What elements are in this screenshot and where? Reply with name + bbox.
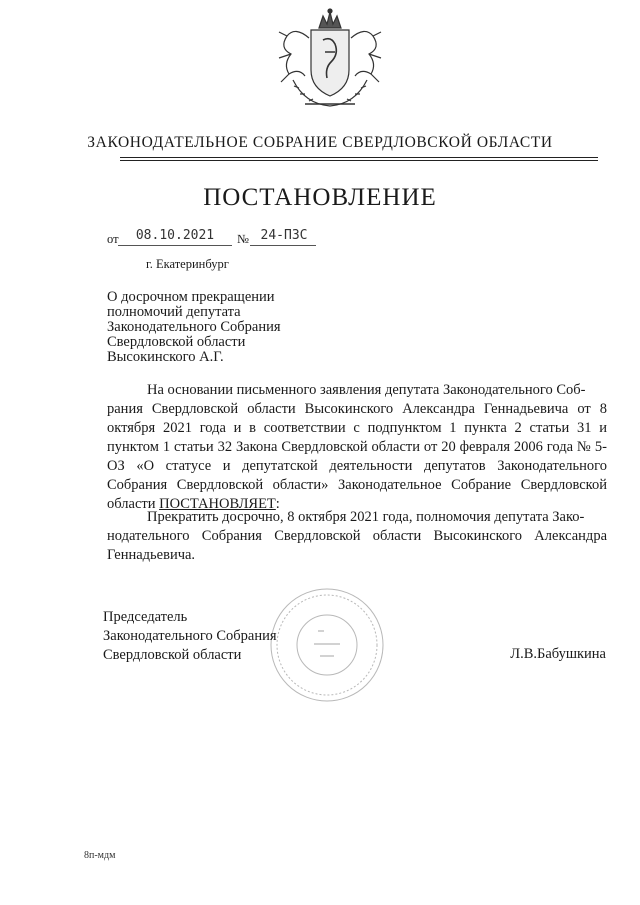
paragraph-end: :: [275, 496, 280, 512]
subject-line: Свердловской области: [107, 334, 246, 350]
document-title: ПОСТАНОВЛЕНИЕ: [203, 184, 437, 211]
official-seal-stamp: [268, 586, 386, 704]
paragraph-first-line: Прекратить досрочно, 8 октября 2021 года, полномочия депутата Зако-: [147, 509, 585, 525]
date-prefix: от: [107, 232, 119, 246]
date-underline: [118, 245, 232, 246]
position-line: Председатель: [103, 609, 188, 625]
body-paragraph-basis: [107, 381, 607, 514]
organization-name: ЗАКОНОДАТЕЛЬНОЕ СОБРАНИЕ СВЕРДЛОВСКОЙ ОБЛАСТИ: [87, 134, 553, 151]
header-divider-top: [120, 157, 598, 158]
subject-line: Законодательного Собрания: [107, 319, 281, 335]
subject-line: О досрочном прекращении: [107, 289, 275, 305]
paragraph-first-line: На основании письменного заявления депутата Законодательного Соб-: [147, 382, 586, 398]
document-footer-code: 8п-мдм: [84, 850, 116, 861]
number-prefix: №: [237, 232, 249, 246]
subject-line: полномочий депутата: [107, 304, 241, 320]
position-line: Свердловской области: [103, 647, 242, 663]
paragraph-text: рания Свердловской области Высокинского Александра Геннадьевича от 8 октября 2021 года и в соответствии с подпунктом 1 пункта 2 статьи 31 и пунктом 1 статьи 32 Закона Свердловской области от 20 февраля 2006 года № 5-ОЗ «О статусе и депутатской деятельности депутатов Законодательного Собрания Свердловской области» Законодательное Собрание Свердловской области: [107, 401, 607, 512]
city: г. Екатеринбург: [146, 257, 229, 271]
coat-of-arms-emblem: [265, 8, 395, 113]
body-paragraph-decision: [107, 508, 607, 565]
signatory-position: [103, 608, 277, 665]
document-date: 08.10.2021: [135, 228, 215, 243]
document-number: 24-ПЗС: [260, 228, 308, 243]
subject-line: Высокинского А.Г.: [107, 349, 224, 365]
number-underline: [250, 245, 316, 246]
header-divider-bottom: [120, 160, 598, 161]
document-subject: [107, 290, 281, 365]
paragraph-text: нодательного Собрания Свердловской области Высокинского Александра Геннадьевича.: [107, 528, 607, 563]
resolves-keyword: ПОСТАНОВЛЯЕТ: [159, 496, 276, 512]
signatory-name: Л.В.Бабушкина: [510, 646, 606, 662]
position-line: Законодательного Собрания: [103, 628, 277, 644]
